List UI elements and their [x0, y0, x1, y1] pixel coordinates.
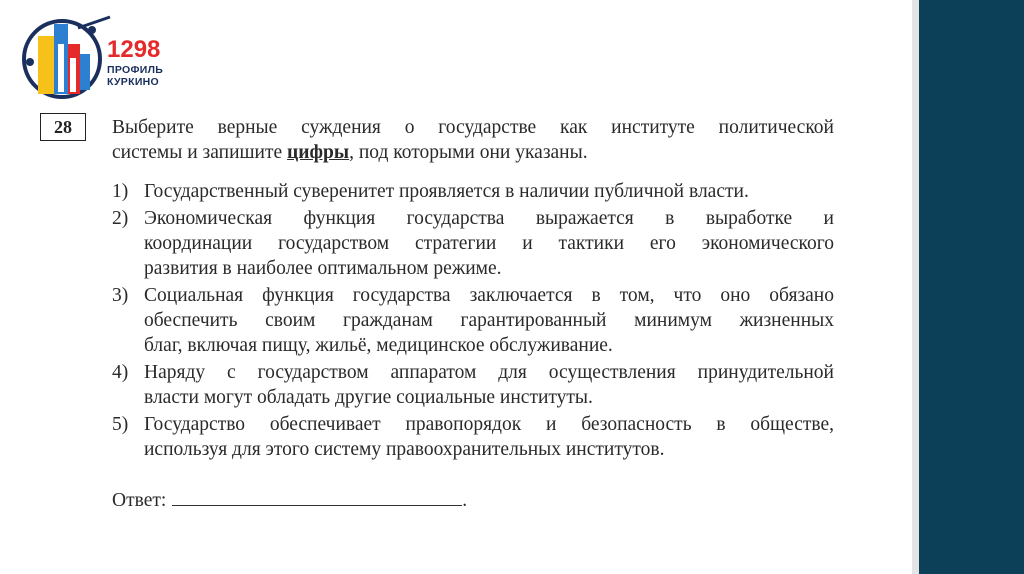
logo-line1: ПРОФИЛЬ	[107, 64, 164, 76]
logo-line2: КУРКИНО	[107, 76, 160, 88]
list-item	[112, 206, 834, 281]
item-line: используя для этого систему правоохранительных институтов.	[144, 439, 665, 460]
answer-blank[interactable]	[172, 486, 462, 506]
answer-label: Ответ:	[112, 490, 167, 511]
option-list	[112, 179, 834, 462]
item-number: 1)	[112, 181, 129, 202]
side-gap	[912, 0, 919, 574]
intro-bold-word: цифры	[287, 142, 350, 163]
item-number: 4)	[112, 362, 129, 383]
list-item	[112, 360, 834, 410]
item-line: власти могут обладать другие социальные институты.	[144, 387, 593, 408]
task-intro	[112, 115, 834, 165]
list-item	[112, 179, 834, 204]
item-line: развития в наиболее оптимальном режиме.	[144, 258, 502, 279]
item-number: 5)	[112, 414, 129, 435]
item-line: Государство обеспечивает правопорядок и безопасность в обществе,	[144, 414, 834, 435]
side-panel	[919, 0, 1024, 574]
school-logo	[18, 14, 178, 104]
item-line: координации государством стратегии и тактики его экономического	[144, 233, 834, 254]
list-item	[112, 412, 834, 462]
item-line: Социальная функция государства заключается в том, что оно обязано	[144, 285, 834, 306]
logo-number: 1298	[107, 36, 161, 63]
intro-text-b: , под которыми они указаны.	[349, 142, 588, 163]
task-intro-line2	[112, 140, 834, 165]
item-line: благ, включая пищу, жильё, медицинское обслуживание.	[144, 335, 613, 356]
item-number: 2)	[112, 208, 129, 229]
item-line: Наряду с государством аппаратом для осуществления принудительной	[144, 362, 834, 383]
answer-row	[112, 486, 467, 512]
item-number: 3)	[112, 285, 129, 306]
answer-end: .	[462, 490, 468, 511]
item-line: Экономическая функция государства выражается в выработке и	[144, 208, 834, 229]
logo-emblem-icon	[18, 14, 118, 104]
task-number-box: 28	[40, 113, 86, 141]
task-intro-line1: Выберите верные суждения о государстве как институте политической	[112, 117, 834, 138]
list-item	[112, 283, 834, 358]
intro-text-a: системы и запишите	[112, 142, 288, 163]
item-line: Государственный суверенитет проявляется в наличии публичной власти.	[144, 181, 749, 202]
item-line: обеспечить своим гражданам гарантированный минимум жизненных	[144, 310, 834, 331]
